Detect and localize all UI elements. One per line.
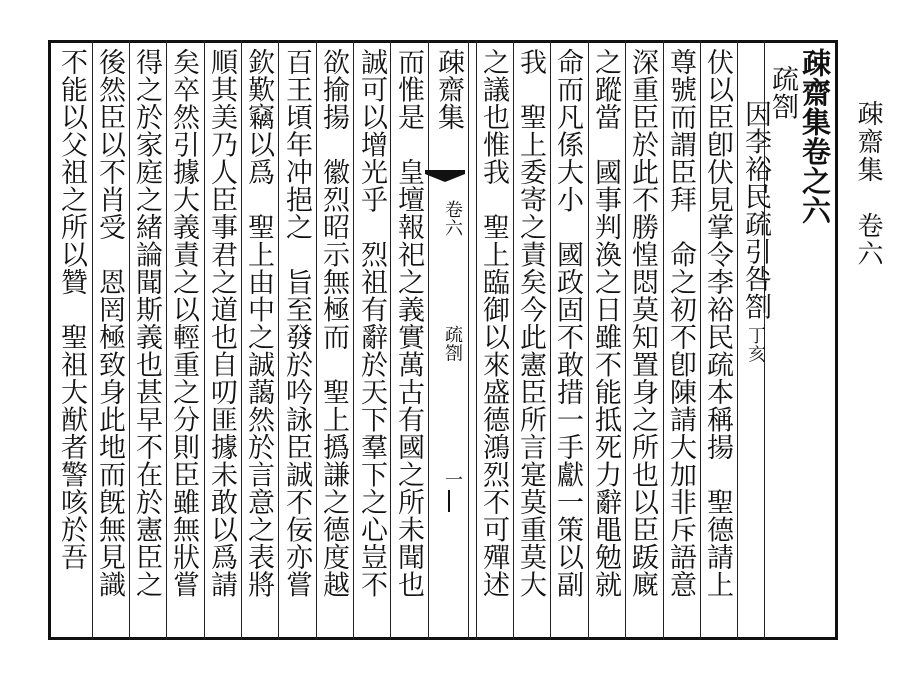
column-rule <box>476 40 477 640</box>
text-column: 欽歎竊以爲 聖上由中之誠藹然於言意之表將 <box>243 48 274 598</box>
column-rule <box>316 40 317 640</box>
text-column: 而惟是 皇壇報祀之義實萬古有國之所未聞也 <box>393 48 424 598</box>
text-column: 我 聖上委寄之責矣今此憲臣所言寔莫重莫大 <box>515 48 546 598</box>
center-title: 疎齋集 <box>433 48 464 131</box>
text-column: 深重臣於此不勝惶悶莫知置身之所也以臣䟦廐 <box>627 48 658 598</box>
center-category: 疏劄 <box>442 325 463 362</box>
column-rule <box>204 40 205 640</box>
text-column: 不能以父祖之所以贊 聖祖大猷者警咳於吾 <box>56 48 87 571</box>
center-rule-left <box>428 40 429 640</box>
center-page-line <box>448 490 450 512</box>
column-rule <box>550 40 551 640</box>
center-page-number: 一 <box>442 470 463 489</box>
text-column: 誠可以增光乎 烈祖有辭於天下羣下之心豈不 <box>356 48 387 598</box>
column-rule <box>92 40 93 640</box>
text-column: 尊號而謂臣拜 命之初不卽陳請大加非斥語意 <box>665 48 696 598</box>
text-column: 欲揄揚 徽烈昭示無極而 聖上撝謙之德度越 <box>318 48 349 598</box>
column-rule <box>513 40 514 640</box>
column-rule <box>166 40 167 640</box>
center-rule-right <box>468 40 469 640</box>
column-rule <box>390 40 391 640</box>
column-rule <box>241 40 242 640</box>
text-column: 伏以臣卽伏見掌令李裕民疏本稱揚 聖德請上 <box>702 48 733 598</box>
text-column: 後然臣以不肖受 恩罔極致身此地而旣無見識 <box>94 48 125 598</box>
text-column: 之蹤當 國事判渙之日雖不能抵死力辭黽勉就 <box>590 48 621 598</box>
section-label: 疏劄 <box>767 65 798 120</box>
column-rule <box>129 40 130 640</box>
column-rule <box>663 40 664 640</box>
text-column: 百王頃年冲挹之 旨至發於吟詠臣誠不佞亦嘗 <box>281 48 312 598</box>
memorial-heading <box>740 100 770 430</box>
text-column: 順其美乃人臣事君之道也自叨匪據未敢以爲請 <box>206 48 237 598</box>
column-rule <box>588 40 589 640</box>
column-rule <box>278 40 279 640</box>
heading-note: 丁亥 <box>745 326 766 363</box>
text-column: 矣卒然引據大義責之以輕重之分則臣雖無狀嘗 <box>168 48 199 598</box>
edge-label: 疎齋集 卷六 <box>853 100 883 268</box>
center-volume: 卷六 <box>442 200 463 237</box>
heading-text: 因李裕民疏引咎劄 <box>740 100 771 320</box>
text-column: 命而凡係大小 國政固不敢措一手獻一策以副 <box>552 48 583 598</box>
column-rule <box>625 40 626 640</box>
column-rule <box>700 40 701 640</box>
text-column: 之議也惟我 聖上臨御以來盛德鴻烈不可殫述 <box>478 48 509 598</box>
book-title: 疎齋集卷之六 <box>798 48 832 225</box>
text-column: 得之於家庭之緒論聞斯義也甚早不在於憲臣之 <box>131 48 162 598</box>
column-rule <box>353 40 354 640</box>
column-rule <box>737 40 738 640</box>
fish-tail-mark <box>425 168 465 184</box>
